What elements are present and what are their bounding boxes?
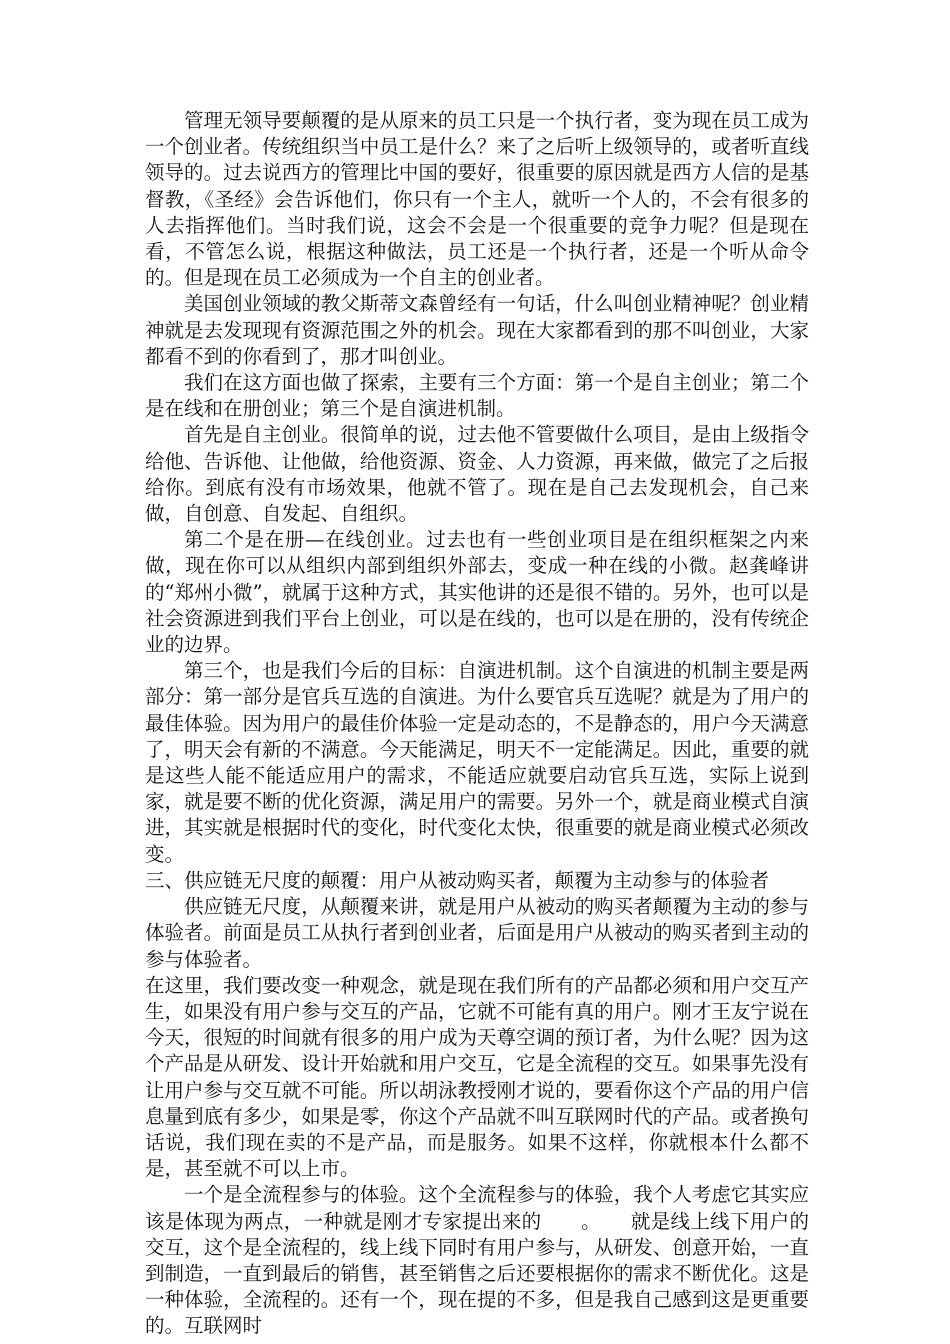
paragraph-supply-chain: 供应链无尺度，从颠覆来讲，就是用户从被动的购买者颠覆为主动的参与体验者。前面是员工从执行者到创业者，后面是用户从被动的购买者到主动的参与体验者。 xyxy=(145,895,809,971)
paragraph-three-aspects: 我们在这方面也做了探索，主要有三个方面：第一个是自主创业；第二个是在线和在册创业；第三个是自演进机制。 xyxy=(145,371,809,421)
paragraph-online-startup: 第二个是在册—在线创业。过去也有一些创业项目是在组织框架之内来做，现在你可以从组织内部到组织外部去，变成一种在线的小微。赵龚峰讲的“郑州小微”，就属于这种方式，其实他讲的还是很不错的。另外，也可以是社会资源进到我们平台上创业，可以是在线的，也可以是在册的，没有传统企业的边界。 xyxy=(145,528,809,657)
paragraph-self-evolution: 第三个，也是我们今后的目标：自演进机制。这个自演进的机制主要是两部分：第一部分是官兵互选的自演进。为什么要官兵互选呢？就是为了用户的最佳体验。因为用户的最佳价体验一定是动态的，不是静态的，用户今天满意了，明天会有新的不满意。今天能满足，明天不一定能满足。因此，重要的就是这些人能不能适应用户的需求，不能适应就要启动官兵互选，实际上说到家，就是要不断的优化资源，满足用户的需要。另外一个，就是商业模式自演进，其实就是根据时代的变化，时代变化太快，很重要的就是商业模式必须改变。 xyxy=(145,659,809,866)
section-heading-supply-chain: 三、供应链无尺度的颠覆：用户从被动购买者，颠覆为主动参与的体验者 xyxy=(145,868,770,892)
paragraph-user-interaction: 在这里，我们要改变一种观念，就是现在我们所有的产品都必须和用户交互产生，如果没有用户参与交互的产品，它就不可能有真的用户。刚才王友宁说在今天，很短的时间就有很多的用户成为天尊空调的预订者，为什么呢？因为这个产品是从研发、设计开始就和用户交互，它是全流程的交互。如果事先没有让用户参与交互就不可能。所以胡泳教授刚才说的，要看你这个产品的用户信息量到底有多少，如果是零，你这个产品就不叫互联网时代的产品。或者换句话说，我们现在卖的不是产品，而是服务。如果不这样，你就根本什么都不是，甚至就不可以上市。 xyxy=(145,973,809,1181)
document-page xyxy=(145,108,809,1340)
paragraph-full-process-experience: 一个是全流程参与的体验。这个全流程参与的体验，我个人考虑它其实应该是体现为两点，一种就是刚才专家提出来的 。 就是线上线下用户的交互，这个是全流程的，线上线下同时有用户参与，从研发、创意开始，一直到制造，一直到最后的销售，甚至销售之后还要根据你的需求不断优化。这是一种体验，全流程的。还有一个，现在提的不多，但是我自己感到这是更重要的。互联网时 xyxy=(145,1183,809,1338)
paragraph-employee-entrepreneur: 管理无领导要颠覆的是从原来的员工只是一个执行者，变为现在员工成为一个创业者。传统组织当中员工是什么？来了之后听上级领导的，或者听直线领导的。过去说西方的管理比中国的要好，很重要的原因就是西方人信的是基督教，《圣经》会告诉他们，你只有一个主人，就听一个人的，不会有很多的人去指挥他们。当时我们说，这会不会是一个很重要的竞争力呢？但是现在看，不管怎么说，根据这种做法，员工还是一个执行者，还是一个听从命令的。但是现在员工必须成为一个自主的创业者。 xyxy=(145,109,809,290)
paragraph-entrepreneurship-spirit: 美国创业领域的教父斯蒂文森曾经有一句话，什么叫创业精神呢？创业精神就是去发现现有资源范围之外的机会。现在大家都看到的那不叫创业，大家都看不到的你看到了，那才叫创业。 xyxy=(145,292,809,368)
paragraph-self-startup: 首先是自主创业。很简单的说，过去他不管要做什么项目，是由上级指令给他、告诉他、让他做，给他资源、资金、人力资源，再来做，做完了之后报给你。到底有没有市场效果，他就不管了。现在是自己去发现机会，自己来做，自创意、自发起、自组织。 xyxy=(145,423,809,526)
